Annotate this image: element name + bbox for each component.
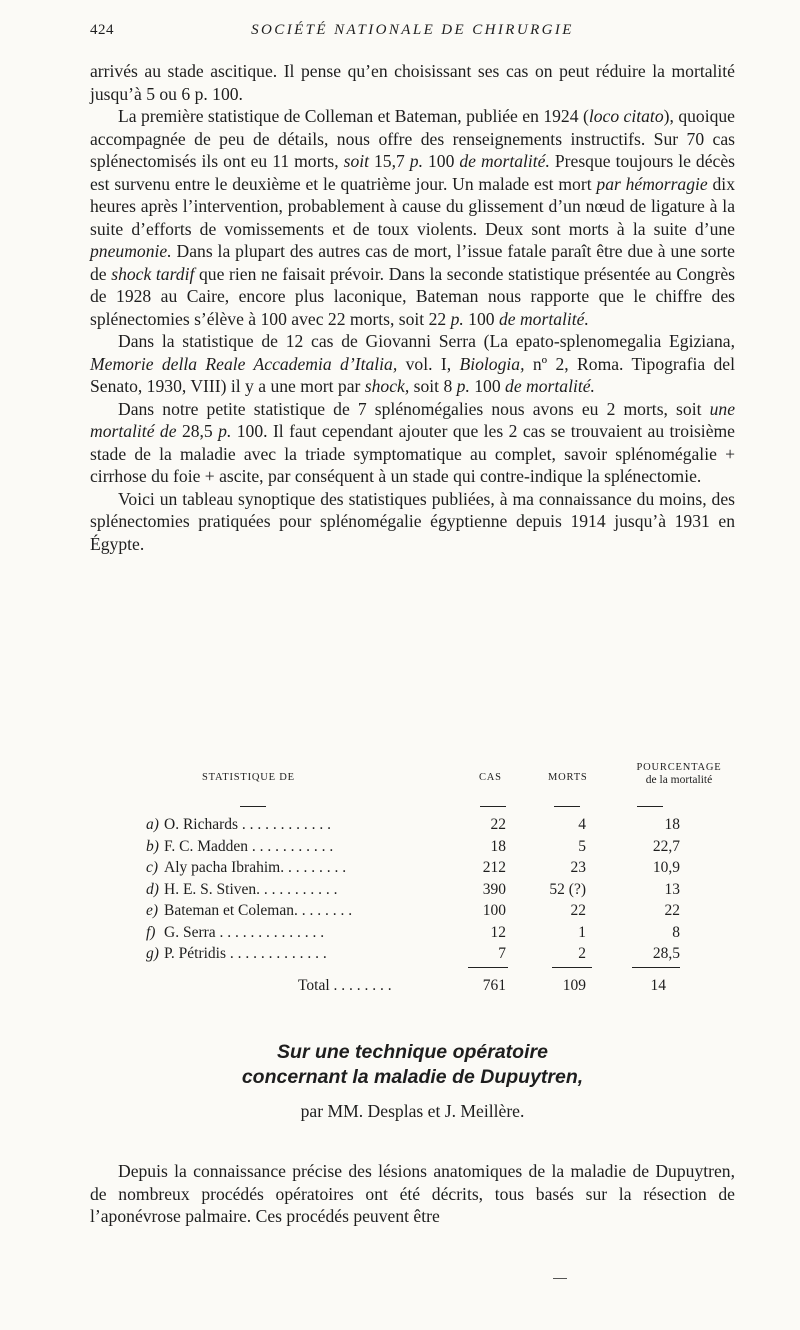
paragraph-span: 28,5	[176, 421, 219, 441]
paragraph-span: Presque toujours le décès est survenu entre le deuxième et le quatrième jour. Un malade est mort	[90, 151, 735, 194]
row-cas: 12	[490, 923, 506, 941]
total-rule	[90, 967, 735, 973]
row-cas: 390	[482, 880, 506, 898]
total-row	[90, 977, 735, 1001]
paragraph-span: soit 8	[409, 376, 457, 396]
row-morts: 22	[570, 902, 586, 919]
row-name: G. Serra . . . . . . . . . . . . . .	[164, 923, 325, 941]
paragraph-p3	[90, 330, 735, 398]
dash-cas	[480, 806, 506, 807]
header-morts: MORTS	[548, 772, 588, 783]
closing-paragraph-block	[90, 1160, 735, 1228]
journal-title: SOCIÉTÉ NATIONALE DE CHIRURGIE	[251, 22, 574, 38]
total-pct: 14	[650, 976, 666, 994]
row-letter: a)	[146, 816, 159, 833]
paragraph-span: que rien ne faisait prévoir. Dans la seconde statistique présentée au Congrès de 1928 au Caire, encore plus laconique, Bateman nous rapporte que le chiffre des splénectomies s’élève à 100 avec 22 morts, soit 22	[90, 263, 735, 329]
paragraph-span: par hémorragie	[596, 173, 708, 194]
paragraph-span: arrivés au stade ascitique. Il pense qu’en choisissant ses cas on peut réduire la mortalité jusqu’à 5 ou 6 p. 100.	[90, 61, 735, 104]
row-name: Aly pacha Ibrahim. . . . . . . . .	[164, 859, 347, 876]
table-header	[90, 758, 735, 798]
row-pct: 10,9	[652, 859, 680, 876]
row-cas: 212	[482, 859, 506, 876]
row-pct: 28,5	[652, 945, 680, 962]
paragraph-span: Memorie della Reale Accademia d’Italia,	[90, 353, 398, 374]
row-morts: 23	[570, 859, 586, 876]
dash-statistique	[240, 806, 266, 807]
paragraph-span: Voici un tableau synoptique des statistiques publiées, à ma connaissance du moins, des splénectomies pratiquées pour splénomégalie égyptienne depuis 1914 jusqu’à 1931 en Égypte.	[90, 488, 735, 554]
body-text	[90, 60, 735, 555]
rule-cas	[468, 967, 508, 968]
paragraph-span: ), quoique accompagnée de peu de détails, nous offre des renseignements instructifs. Sur 70 cas splénectomisés ils ont eu 11 morts,	[90, 106, 735, 171]
row-name: P. Pétridis . . . . . . . . . . . . .	[164, 945, 327, 962]
paragraph-p1	[90, 60, 735, 105]
paragraph-span: nº 2, Roma. Tipografia del Senato, 1930, VIII) il y a une mort par	[90, 353, 735, 396]
row-letter: d)	[146, 880, 159, 898]
row-morts: 4	[578, 816, 586, 833]
header-pourcentage-sub: de la mortalité	[645, 774, 713, 786]
closing-paragraph: Depuis la connaissance précise des lésions anatomiques de la maladie de Dupuytren, de nombreux procédés opératoires ont été décrits, tous basés sur la résection de l’aponévrose palmaire. Ces procédés peuvent être	[90, 1161, 735, 1226]
row-name: H. E. S. Stiven. . . . . . . . . . .	[164, 880, 338, 898]
table-row	[90, 816, 735, 838]
paragraph-span: Dans la plupart des autres cas de mort, l’issue fatale paraît être due à une sorte de	[90, 241, 735, 284]
total-cas: 761	[482, 976, 506, 994]
table-body	[90, 816, 735, 967]
row-cas: 18	[490, 837, 506, 855]
total-morts: 109	[562, 976, 586, 994]
row-morts: 52 (?)	[549, 880, 586, 898]
section-title-line2: concernant la maladie de Dupuytren,	[241, 1066, 584, 1088]
paragraph-span: Dans notre petite statistique de 7 splénomégalies nous avons eu 2 morts, soit	[118, 398, 710, 419]
table-row	[90, 924, 735, 946]
dash-morts	[554, 806, 580, 807]
paragraph-span: 100	[463, 308, 499, 329]
table-row	[90, 859, 735, 881]
running-head	[90, 22, 735, 44]
paragraph-span: soit	[343, 151, 370, 171]
paragraph-span: shock tardif	[111, 263, 195, 284]
row-pct: 22	[664, 902, 680, 919]
row-pct: 18	[664, 816, 680, 833]
row-name: Bateman et Coleman. . . . . . . .	[164, 902, 353, 919]
row-letter: b)	[146, 837, 159, 855]
paragraph-span: 15,7	[369, 151, 410, 171]
row-letter: g)	[146, 945, 159, 962]
total-label: Total . . . . . . . .	[298, 976, 392, 994]
row-letter: e)	[146, 902, 159, 919]
header-dashes	[90, 798, 735, 816]
paragraph-span: de mortalité.	[459, 151, 550, 171]
row-cas: 22	[490, 816, 506, 833]
paragraph-span: 100	[423, 151, 460, 171]
table-row	[90, 838, 735, 860]
row-cas: 100	[482, 902, 506, 919]
paragraph-span: La première statistique de Colleman et Bateman, publiée en 1924 (	[118, 106, 589, 126]
paragraph-p4	[90, 398, 735, 488]
paragraph-span: shock,	[364, 376, 410, 396]
paragraph-span: p.	[218, 421, 232, 441]
paragraph-span: 100	[469, 376, 506, 396]
page-number: 424	[90, 22, 114, 38]
paragraph-span: pneumonie.	[90, 241, 172, 261]
row-pct: 8	[672, 923, 680, 941]
row-letter: f)	[146, 923, 156, 941]
header-cas: CAS	[479, 772, 502, 783]
row-pct: 22,7	[652, 837, 680, 855]
row-cas: 7	[498, 945, 506, 962]
paragraph-span: dix heures après l’intervention, probablement à cause du glissement d’un nœud de ligature à la suite d’efforts de vomissements et de toux violents. Deux sont morts à la suite d’une	[90, 173, 735, 239]
footer-mark	[553, 1278, 567, 1279]
paragraph-span: p.	[456, 376, 470, 396]
row-morts: 1	[578, 923, 586, 941]
row-name: F. C. Madden . . . . . . . . . . .	[164, 837, 334, 855]
row-name: O. Richards . . . . . . . . . . . .	[164, 816, 332, 833]
header-pourcentage-main: POURCENTAGE	[636, 762, 722, 773]
paragraph-span: Dans la statistique de 12 cas de Giovanni Serra (La epato-splenomegalia Egiziana,	[118, 331, 735, 351]
row-letter: c)	[146, 859, 159, 876]
paragraph-span: vol. I,	[397, 353, 460, 374]
paragraph-p5	[90, 488, 735, 556]
rule-pct	[632, 967, 680, 968]
paragraph-p2	[90, 105, 735, 330]
table-row	[90, 881, 735, 903]
paragraph-span: p.	[450, 308, 464, 329]
header-pourcentage	[634, 762, 724, 786]
header-statistique: STATISTIQUE DE	[202, 772, 295, 783]
rule-morts	[552, 967, 592, 968]
paragraph-span: Biologia,	[459, 353, 525, 374]
row-morts: 2	[578, 945, 586, 962]
paragraph-span: de mortalité.	[498, 308, 589, 329]
row-pct: 13	[664, 880, 680, 898]
paragraph-span: loco citato	[588, 106, 664, 126]
paragraph-span: une mortalité de	[90, 398, 735, 441]
table-row	[90, 945, 735, 967]
paragraph-span: p.	[409, 151, 423, 171]
paragraph-span: 100. Il faut cependant ajouter que les 2 cas se trouvaient au troisième stade de la maladie avec la triade symptomatique au complet, savoir splénomégalie + cirrhose du foie + ascite, par conséquent à un stade qui contre-indique la splénectomie.	[90, 421, 735, 486]
section-title-line1: Sur une technique opératoire	[277, 1041, 548, 1063]
dash-pourcentage	[637, 806, 663, 807]
section-authors: par MM. Desplas et J. Meillère.	[300, 1101, 525, 1121]
paragraph-span: de mortalité.	[505, 376, 595, 396]
statistics-table	[90, 758, 735, 1001]
table-row	[90, 902, 735, 924]
row-morts: 5	[578, 837, 586, 855]
